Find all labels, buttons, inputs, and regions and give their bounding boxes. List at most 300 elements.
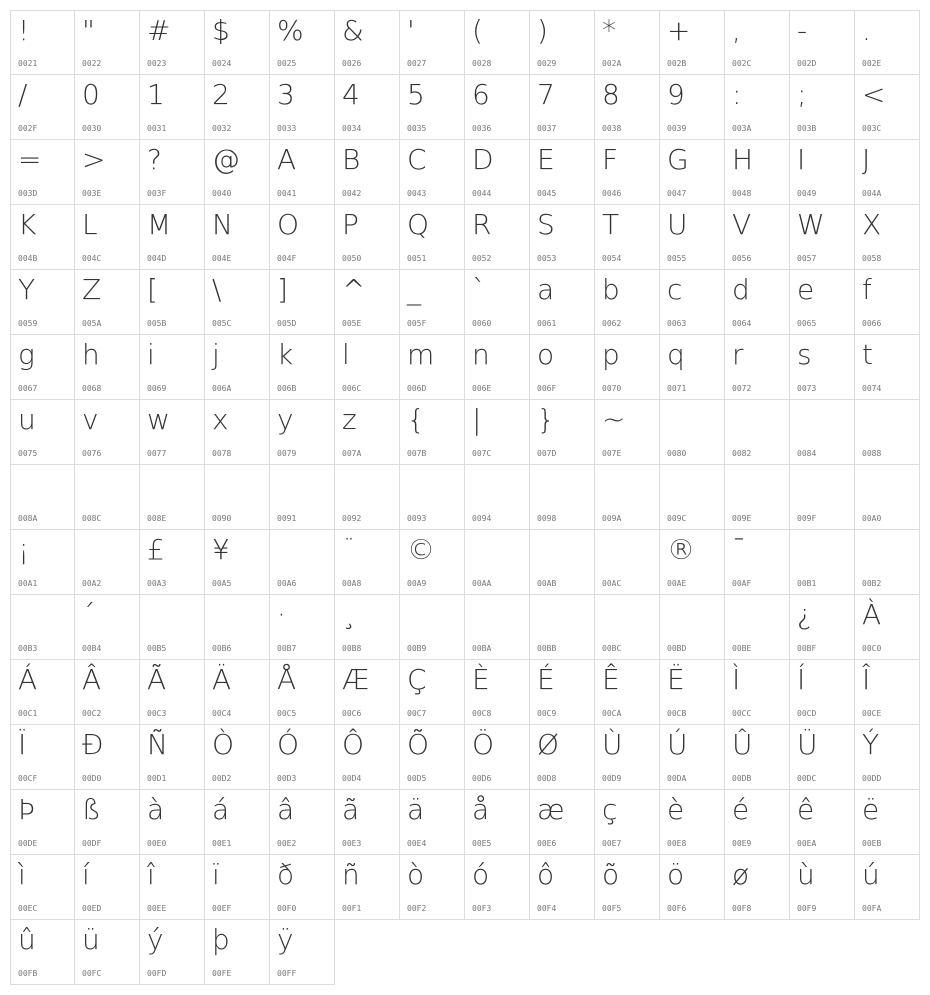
glyph-char: 3: [277, 78, 295, 111]
glyph-code: 00F1: [342, 904, 362, 913]
glyph-code: 002B: [667, 59, 687, 68]
glyph-char: ð: [277, 858, 295, 891]
glyph-cell: [725, 595, 790, 660]
glyph-cell: [595, 595, 660, 660]
glyph-char: ó: [472, 858, 490, 891]
glyph-code: 0033: [277, 124, 297, 133]
glyph-code: 00CC: [732, 709, 752, 718]
glyph-code: 004F: [277, 254, 297, 263]
glyph-cell: [335, 205, 400, 270]
glyph-cell: [790, 465, 855, 530]
glyph-code: 007C: [472, 449, 492, 458]
glyph-char: Ï: [18, 728, 27, 761]
glyph-char: {: [407, 403, 425, 436]
glyph-cell: [790, 790, 855, 855]
glyph-char: z: [342, 403, 357, 436]
glyph-cell: [465, 205, 530, 270]
glyph-code: 00AB: [537, 579, 557, 588]
glyph-char: K: [18, 208, 37, 241]
glyph-cell: [205, 465, 270, 530]
glyph-char: À: [862, 598, 882, 631]
glyph-cell: [205, 790, 270, 855]
glyph-code: 00FB: [18, 969, 38, 978]
glyph-cell: [75, 595, 140, 660]
glyph-char: s: [797, 338, 812, 371]
glyph-char: J: [862, 143, 871, 176]
glyph-cell: [790, 855, 855, 920]
glyph-code: 002E: [862, 59, 882, 68]
glyph-code: 0077: [147, 449, 167, 458]
glyph-cell: [10, 400, 75, 465]
glyph-code: 00FD: [147, 969, 167, 978]
glyph-char: ò: [407, 858, 425, 891]
glyph-cell: [10, 10, 75, 75]
glyph-cell: [855, 790, 920, 855]
glyph-cell: [270, 595, 335, 660]
glyph-char: ¡: [18, 533, 30, 566]
glyph-code: 00D6: [472, 774, 492, 783]
glyph-cell: [530, 725, 595, 790]
glyph-cell: [140, 530, 205, 595]
glyph-code: 00EC: [18, 904, 38, 913]
glyph-code: 0062: [602, 319, 622, 328]
glyph-cell: [270, 465, 335, 530]
glyph-code: 0041: [277, 189, 297, 198]
glyph-code: 00DF: [82, 839, 102, 848]
glyph-code: 00B3: [18, 644, 38, 653]
glyph-code: 00E6: [537, 839, 557, 848]
glyph-char: W: [797, 208, 825, 241]
glyph-code: 0023: [147, 59, 167, 68]
glyph-char: /: [18, 78, 28, 111]
glyph-char: ¸: [342, 598, 356, 631]
glyph-code: 0034: [342, 124, 362, 133]
glyph-cell: [530, 595, 595, 660]
glyph-char: (: [472, 14, 483, 47]
glyph-char: }: [537, 403, 555, 436]
glyph-cell: [10, 205, 75, 270]
glyph-cell: [10, 660, 75, 725]
glyph-cell: [465, 400, 530, 465]
glyph-cell: [595, 10, 660, 75]
glyph-cell: [660, 140, 725, 205]
glyph-char: õ: [602, 858, 620, 891]
glyph-code: 005D: [277, 319, 297, 328]
glyph-code: 0045: [537, 189, 557, 198]
glyph-char: n: [472, 338, 490, 371]
glyph-char: ¥: [212, 533, 230, 566]
glyph-cell: [725, 790, 790, 855]
glyph-code: 00B1: [797, 579, 817, 588]
glyph-code: 00C1: [18, 709, 38, 718]
glyph-code: 005E: [342, 319, 362, 328]
glyph-char: ;: [797, 78, 807, 111]
glyph-char: £: [147, 533, 165, 566]
glyph-char: u: [18, 403, 36, 436]
glyph-code: 0055: [667, 254, 687, 263]
glyph-cell: [400, 595, 465, 660]
glyph-code: 00A2: [82, 579, 102, 588]
glyph-code: 00FF: [277, 969, 297, 978]
glyph-cell: [75, 530, 140, 595]
glyph-code: 0091: [277, 514, 297, 523]
glyph-char: È: [472, 663, 490, 696]
glyph-code: 0054: [602, 254, 622, 263]
glyph-char: c: [667, 273, 683, 306]
glyph-char: o: [537, 338, 555, 371]
glyph-cell: [660, 790, 725, 855]
glyph-cell: [660, 855, 725, 920]
glyph-code: 0069: [147, 384, 167, 393]
glyph-cell: [140, 140, 205, 205]
glyph-cell: [270, 790, 335, 855]
glyph-cell: [855, 855, 920, 920]
glyph-code: 00EF: [212, 904, 232, 913]
glyph-code: 0093: [407, 514, 427, 523]
glyph-code: 0076: [82, 449, 102, 458]
glyph-code: 006C: [342, 384, 362, 393]
glyph-char: w: [147, 403, 170, 436]
glyph-cell: [10, 920, 75, 985]
glyph-char: ç: [602, 793, 618, 826]
glyph-char: ß: [82, 793, 101, 826]
glyph-cell: [140, 400, 205, 465]
glyph-code: 0090: [212, 514, 232, 523]
glyph-code: 00DA: [667, 774, 687, 783]
glyph-code: 0058: [862, 254, 882, 263]
glyph-code: 0060: [472, 319, 492, 328]
glyph-code: 009C: [667, 514, 687, 523]
glyph-code: 00CE: [862, 709, 882, 718]
glyph-cell: [725, 205, 790, 270]
glyph-cell: [75, 920, 140, 985]
glyph-char: +: [667, 14, 691, 47]
glyph-cell: [855, 335, 920, 400]
glyph-char: ú: [862, 858, 880, 891]
glyph-char: 0: [82, 78, 100, 111]
glyph-cell: [75, 335, 140, 400]
glyph-char: å: [472, 793, 490, 826]
glyph-code: 00F0: [277, 904, 297, 913]
glyph-code: 004E: [212, 254, 232, 263]
glyph-char: =: [18, 143, 42, 176]
glyph-code: 0059: [18, 319, 38, 328]
glyph-code: 00EB: [862, 839, 882, 848]
glyph-code: 0078: [212, 449, 232, 458]
glyph-char: B: [342, 143, 361, 176]
glyph-code: 00AC: [602, 579, 622, 588]
glyph-cell: [10, 855, 75, 920]
glyph-char: <: [862, 78, 886, 111]
glyph-code: 0073: [797, 384, 817, 393]
glyph-code: 00B7: [277, 644, 297, 653]
glyph-cell: [75, 400, 140, 465]
glyph-cell: [205, 530, 270, 595]
glyph-code: 0027: [407, 59, 427, 68]
glyph-char: ¨: [342, 533, 356, 566]
glyph-code: 00BB: [537, 644, 557, 653]
glyph-code: 003E: [82, 189, 102, 198]
glyph-cell: [205, 205, 270, 270]
glyph-cell: [855, 75, 920, 140]
glyph-code: 006A: [212, 384, 232, 393]
glyph-code: 00C0: [862, 644, 882, 653]
glyph-code: 00AE: [667, 579, 687, 588]
glyph-code: 009E: [732, 514, 752, 523]
glyph-cell: [725, 465, 790, 530]
glyph-cell: [205, 335, 270, 400]
glyph-code: 00FE: [212, 969, 232, 978]
glyph-char: Y: [18, 273, 36, 306]
glyph-char: é: [732, 793, 750, 826]
glyph-cell: [335, 335, 400, 400]
glyph-code: 0021: [18, 59, 38, 68]
glyph-cell: [270, 270, 335, 335]
glyph-cell: [400, 790, 465, 855]
glyph-char: Z: [82, 273, 102, 306]
glyph-char: ì: [18, 858, 26, 891]
glyph-cell: [855, 465, 920, 530]
glyph-char: Ã: [147, 663, 167, 696]
glyph-char: *: [602, 14, 616, 47]
glyph-code: 0031: [147, 124, 167, 133]
glyph-cell: [660, 270, 725, 335]
glyph-cell: [10, 725, 75, 790]
glyph-code: 00D2: [212, 774, 232, 783]
glyph-cell: [790, 400, 855, 465]
glyph-cell: [270, 725, 335, 790]
glyph-cell: [205, 270, 270, 335]
glyph-cell: [335, 725, 400, 790]
glyph-char: 8: [602, 78, 620, 111]
glyph-cell: [335, 530, 400, 595]
glyph-char: 4: [342, 78, 360, 111]
glyph-code: 007A: [342, 449, 362, 458]
glyph-code: 0057: [797, 254, 817, 263]
glyph-cell: [725, 75, 790, 140]
glyph-cell: [140, 920, 205, 985]
glyph-code: 0035: [407, 124, 427, 133]
glyph-char: Ó: [277, 728, 300, 761]
glyph-code: 00F2: [407, 904, 427, 913]
glyph-code: 0047: [667, 189, 687, 198]
glyph-code: 00DD: [862, 774, 882, 783]
glyph-code: 00C9: [537, 709, 557, 718]
glyph-code: 0046: [602, 189, 622, 198]
glyph-char: L: [82, 208, 98, 241]
glyph-cell: [595, 725, 660, 790]
glyph-char: ®: [667, 533, 695, 566]
glyph-code: 008C: [82, 514, 102, 523]
glyph-char: û: [18, 923, 36, 956]
glyph-code: 0040: [212, 189, 232, 198]
glyph-cell: [725, 660, 790, 725]
glyph-char: ü: [82, 923, 100, 956]
glyph-cell: [530, 400, 595, 465]
glyph-cell: [205, 595, 270, 660]
glyph-cell: [10, 75, 75, 140]
glyph-cell: [790, 595, 855, 660]
glyph-char: æ: [537, 793, 565, 826]
glyph-cell: [595, 140, 660, 205]
glyph-code: 00A9: [407, 579, 427, 588]
glyph-char: q: [667, 338, 685, 371]
glyph-cell: [465, 140, 530, 205]
glyph-code: 0063: [667, 319, 687, 328]
glyph-char: ù: [797, 858, 815, 891]
glyph-code: 0071: [667, 384, 687, 393]
glyph-cell: [465, 790, 530, 855]
glyph-cell: [595, 400, 660, 465]
glyph-char: D: [472, 143, 494, 176]
glyph-code: 0079: [277, 449, 297, 458]
glyph-cell: [855, 595, 920, 660]
glyph-code: 0022: [82, 59, 102, 68]
glyph-char: ?: [147, 143, 162, 176]
glyph-char: -: [797, 14, 808, 47]
glyph-char: Õ: [407, 728, 430, 761]
glyph-code: 0074: [862, 384, 882, 393]
glyph-code: 00CA: [602, 709, 622, 718]
glyph-char: f: [862, 273, 872, 306]
glyph-code: 00E7: [602, 839, 622, 848]
glyph-code: 0044: [472, 189, 492, 198]
glyph-char: ï: [212, 858, 220, 891]
glyph-cell: [270, 75, 335, 140]
glyph-code: 006D: [407, 384, 427, 393]
glyph-char: #: [147, 14, 171, 47]
glyph-cell: [595, 335, 660, 400]
glyph-char: â: [277, 793, 295, 826]
glyph-char: Ë: [667, 663, 685, 696]
glyph-code: 003D: [18, 189, 38, 198]
glyph-char: !: [18, 14, 30, 47]
glyph-code: 006B: [277, 384, 297, 393]
glyph-char: I: [797, 143, 806, 176]
glyph-char: v: [82, 403, 99, 436]
glyph-char: Ü: [797, 728, 818, 761]
glyph-char: Æ: [342, 663, 370, 696]
glyph-cell: [400, 75, 465, 140]
glyph-cell: [75, 10, 140, 75]
glyph-cell: [270, 660, 335, 725]
glyph-cell: [75, 205, 140, 270]
glyph-cell: [660, 335, 725, 400]
glyph-char: O: [277, 208, 300, 241]
glyph-char: è: [667, 793, 685, 826]
glyph-cell: [530, 660, 595, 725]
glyph-code: 00FC: [82, 969, 102, 978]
glyph-cell: [725, 530, 790, 595]
glyph-grid: [10, 10, 920, 985]
glyph-char: b: [602, 273, 620, 306]
glyph-char: Î: [862, 663, 871, 696]
glyph-cell: [595, 530, 660, 595]
glyph-cell: [790, 10, 855, 75]
glyph-code: 00AA: [472, 579, 492, 588]
glyph-cell: [595, 270, 660, 335]
glyph-code: 0030: [82, 124, 102, 133]
glyph-cell: [75, 725, 140, 790]
glyph-char: `: [472, 273, 486, 306]
glyph-char: Ù: [602, 728, 623, 761]
glyph-cell: [530, 465, 595, 530]
glyph-char: i: [147, 338, 155, 371]
glyph-cell: [335, 10, 400, 75]
glyph-cell: [400, 725, 465, 790]
glyph-code: 00BC: [602, 644, 622, 653]
glyph-cell: [725, 140, 790, 205]
glyph-code: 005F: [407, 319, 427, 328]
glyph-char: r: [732, 338, 744, 371]
glyph-char: ý: [147, 923, 164, 956]
glyph-cell: [335, 855, 400, 920]
glyph-code: 00BF: [797, 644, 817, 653]
glyph-code: 004B: [18, 254, 38, 263]
glyph-code: 0098: [537, 514, 557, 523]
glyph-code: 007E: [602, 449, 622, 458]
glyph-code: 00C4: [212, 709, 232, 718]
glyph-cell: [10, 465, 75, 530]
glyph-cell: [205, 725, 270, 790]
glyph-cell: [595, 465, 660, 530]
glyph-cell: [725, 725, 790, 790]
glyph-cell: [10, 140, 75, 205]
glyph-char: á: [212, 793, 230, 826]
glyph-cell: [400, 400, 465, 465]
glyph-char: Ô: [342, 728, 365, 761]
glyph-cell: [855, 205, 920, 270]
glyph-code: 0050: [342, 254, 362, 263]
glyph-code: 00B5: [147, 644, 167, 653]
glyph-char: Ð: [82, 728, 104, 761]
glyph-code: 00F8: [732, 904, 752, 913]
glyph-code: 0028: [472, 59, 492, 68]
glyph-code: 00D5: [407, 774, 427, 783]
glyph-code: 0052: [472, 254, 492, 263]
glyph-cell: [465, 335, 530, 400]
glyph-char: G: [667, 143, 689, 176]
glyph-cell: [660, 10, 725, 75]
glyph-code: 00D0: [82, 774, 102, 783]
glyph-code: 007D: [537, 449, 557, 458]
glyph-cell: [595, 205, 660, 270]
glyph-code: 0082: [732, 449, 752, 458]
glyph-char: þ: [212, 923, 230, 956]
glyph-cell: [465, 10, 530, 75]
glyph-char: ©: [407, 533, 435, 566]
glyph-cell: [595, 790, 660, 855]
glyph-cell: [465, 595, 530, 660]
glyph-char: ^: [342, 273, 366, 306]
glyph-cell: [855, 10, 920, 75]
glyph-code: 0051: [407, 254, 427, 263]
glyph-cell: [335, 400, 400, 465]
glyph-char: Á: [18, 663, 38, 696]
glyph-cell: [140, 10, 205, 75]
glyph-cell: [75, 465, 140, 530]
glyph-cell: [335, 790, 400, 855]
glyph-cell: [140, 465, 205, 530]
glyph-cell: [400, 335, 465, 400]
glyph-char: ø: [732, 858, 750, 891]
glyph-code: 00D1: [147, 774, 167, 783]
glyph-cell: [400, 10, 465, 75]
glyph-code: 0037: [537, 124, 557, 133]
glyph-code: 0024: [212, 59, 232, 68]
glyph-cell: [335, 660, 400, 725]
glyph-code: 00DE: [18, 839, 38, 848]
